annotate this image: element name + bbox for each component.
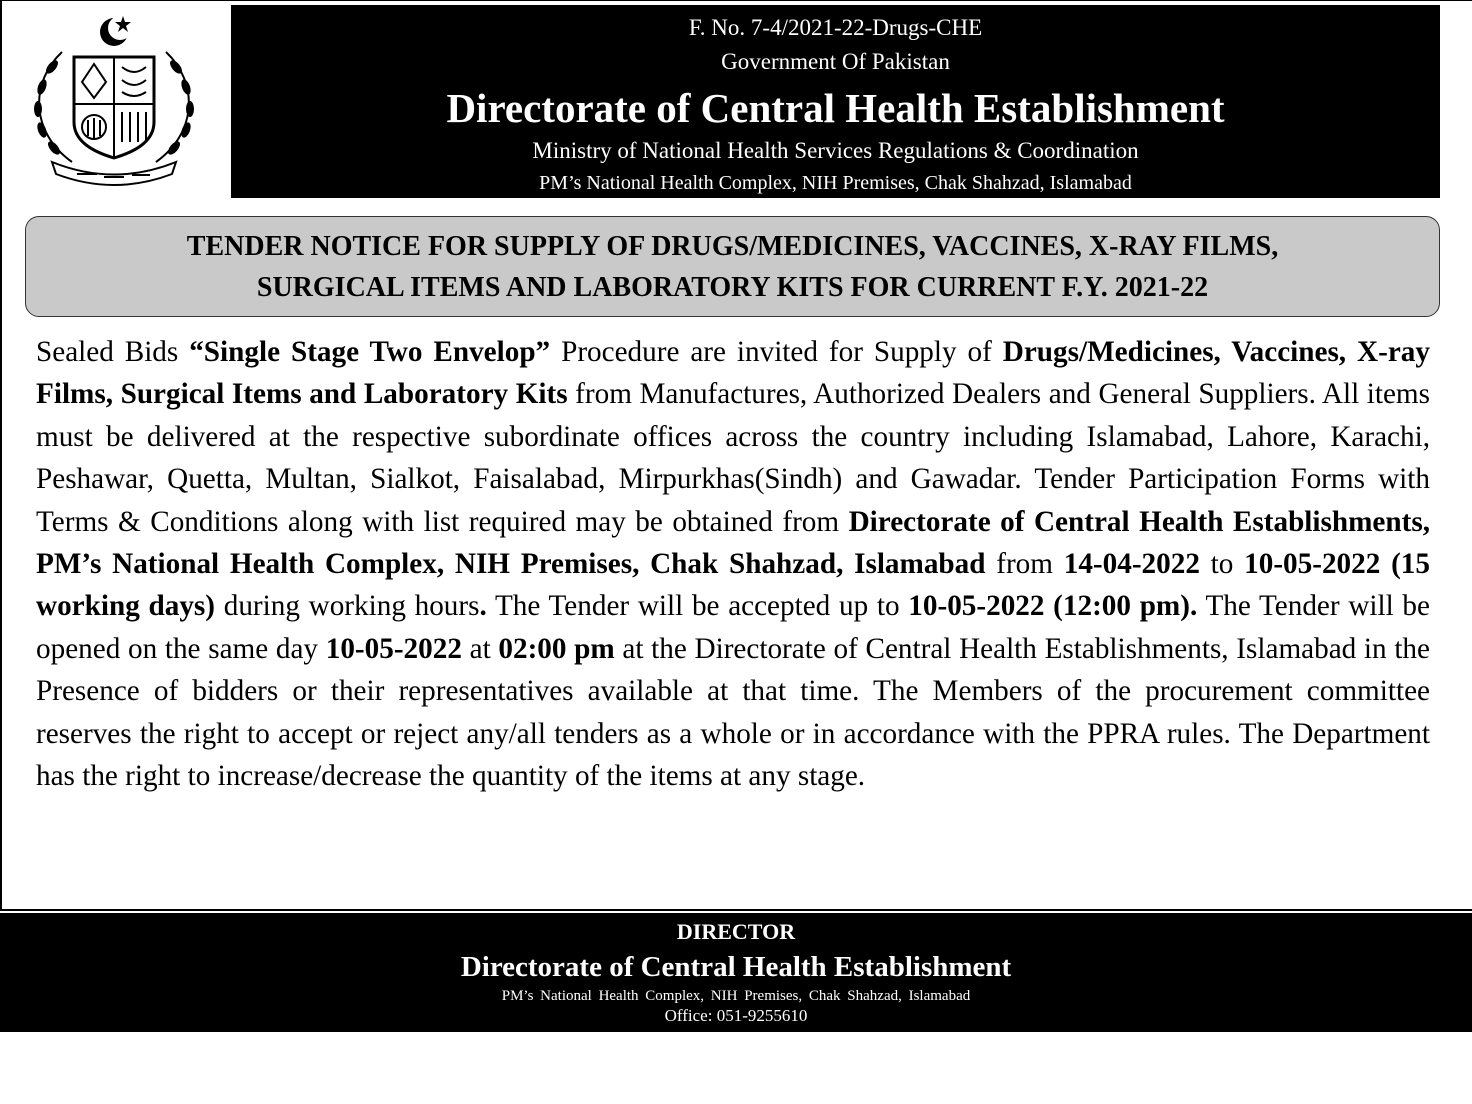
body-bold-segment: Directorate of Central Health Establishments, PM’s National Health Complex, NIH Premises, Chak Shahzad, Islamabad [36,505,1430,581]
tender-title-line-1: TENDER NOTICE FOR SUPPLY OF DRUGS/MEDICINES, VACCINES, X-RAY FILMS, [186,231,1279,262]
tender-title-banner [25,216,1440,317]
body-text-segment: at the Directorate of Central Health Establishments, Islamabad in the Presence of bidders or their representatives available at that time. The Members of the procurement committee reserves the right to accept or reject any/all tenders as a whole or in accordance with the PPRA rules. The Department has the right to increase/decrease the quantity of the items at any stage. [36,632,1430,793]
body-text-segment: Procedure are invited for Supply of [550,336,1003,368]
directorate-name: Directorate of Central Health Establishment [446,85,1225,131]
signatory-title: DIRECTOR [676,919,796,944]
submission-deadline: 10-05-2022 (12:00 pm). [908,590,1198,623]
body-text-segment: to [1199,548,1245,581]
tender-title-line-2: SURGICAL ITEMS AND LABORATORY KITS FOR CURRENT F.Y. 2021-22 [256,272,1209,303]
body-text-segment: The Tender will be opened on the same day [36,590,1430,665]
start-date: 14-04-2022 [1063,548,1200,581]
end-date: 10-05-2022 (15 working days) [36,548,1430,623]
government-name: Government Of Pakistan [721,49,950,74]
tender-body [36,331,1430,797]
body-bold-segment: Drugs/Medicines, Vaccines, X-ray Films, Surgical Items and Laboratory Kits [36,336,1430,411]
body-text-segment: The Tender will be accepted up to [486,590,909,623]
opening-time: 02:00 pm [498,632,615,665]
body-text-segment: from Manufactures, Authorized Dealers and General Suppliers. All items must be delivered at the respective subordinate offices across the country including Islamabad, Lahore, Karachi, Peshawar, Quetta, Multan, Sialkot, Faisalabad, Mirpurkhas(Sindh) and Gawadar. Tender Participation Forms with Terms & Conditions along with list required may be obtained from [36,378,1430,538]
letterhead [231,5,1440,198]
body-text-segment: from [985,548,1064,581]
office-phone: Office: 051-9255610 [664,1006,808,1025]
footer-directorate: Directorate of Central Health Establishment [460,951,1012,983]
opening-date: 10-05-2022 [325,632,462,665]
body-bold-segment: “Single Stage Two Envelop” [189,336,551,368]
body-text-segment: at [461,632,499,665]
body-bold-segment: . [479,590,487,623]
header-address: PM’s National Health Complex, NIH Premises, Chak Shahzad, Islamabad [539,172,1132,194]
body-text-segment: Sealed Bids [36,336,190,368]
ministry-name: Ministry of National Health Services Regulations & Coordination [532,138,1139,163]
footer-address: PM’s National Health Complex, NIH Premises, Chak Shahzad, Islamabad [501,988,971,1004]
file-number: F. No. 7-4/2021-22-Drugs-CHE [688,15,983,40]
state-emblem-icon [22,12,206,188]
signature-footer [0,913,1472,1032]
body-text-segment: during working hours [215,590,480,623]
